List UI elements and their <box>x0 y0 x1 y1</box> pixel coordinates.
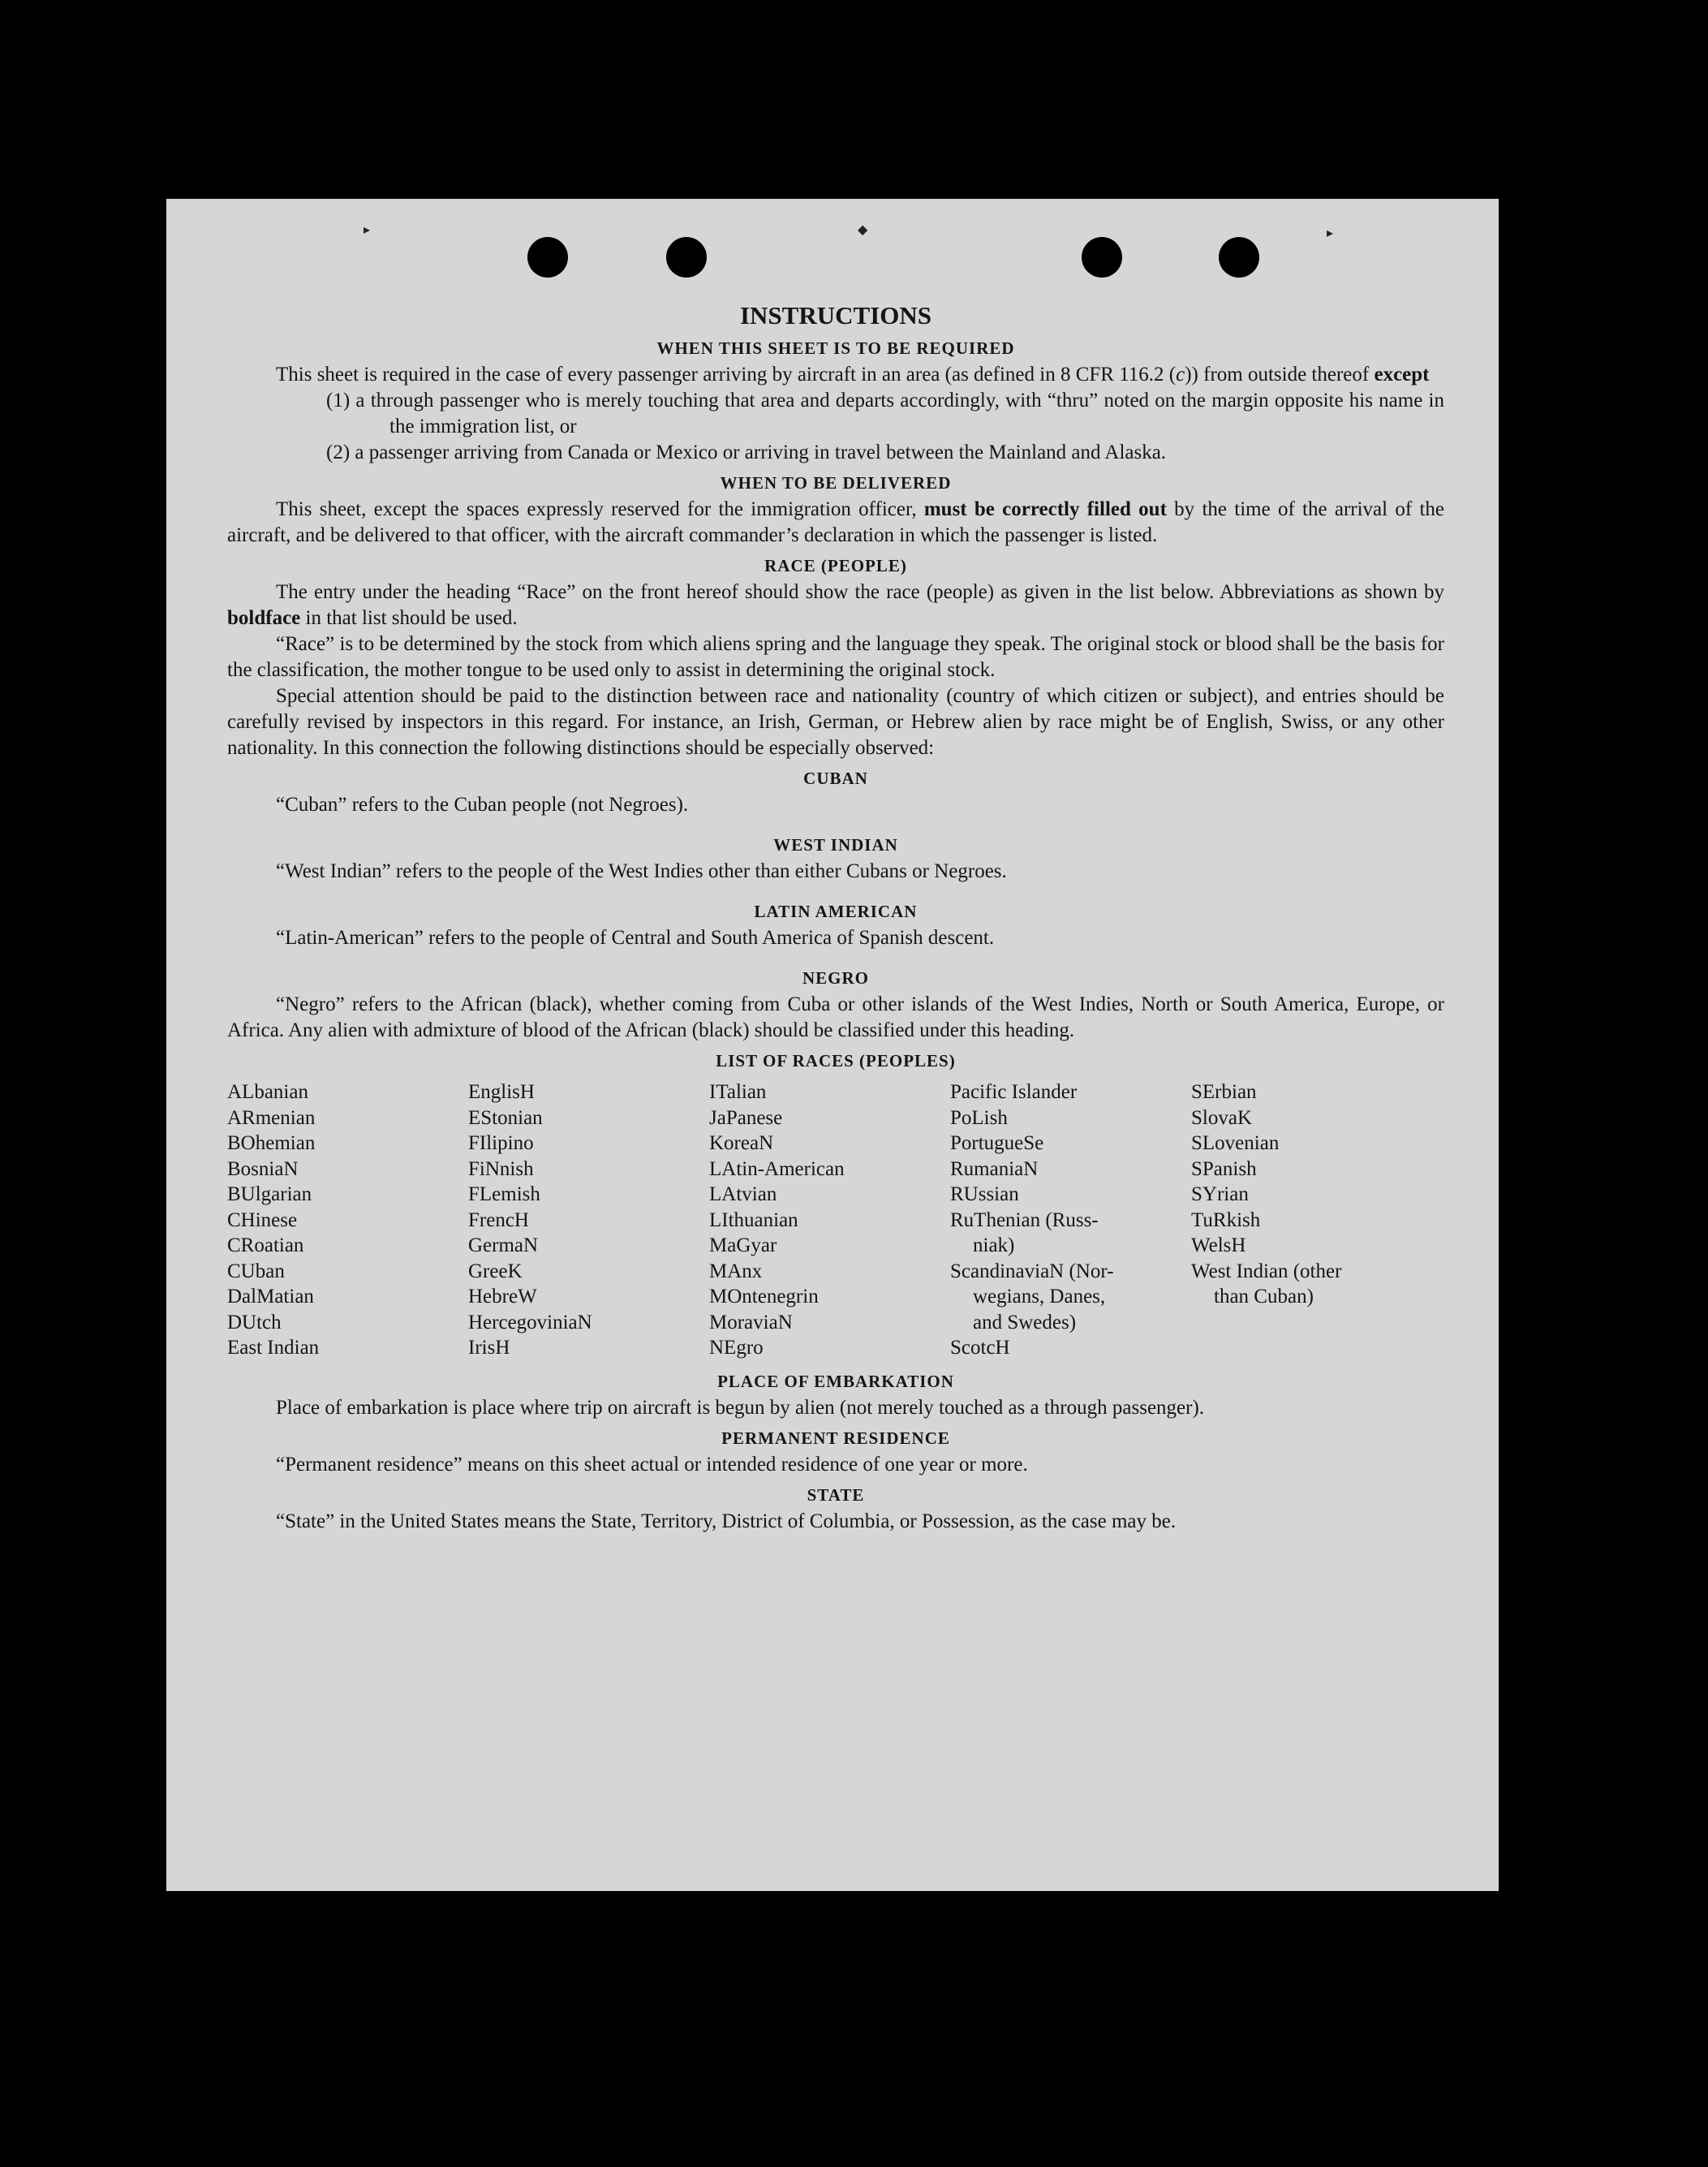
race-item-continued: wegians, Danes, <box>973 1286 1106 1308</box>
race-item: BUlgarian <box>227 1183 312 1205</box>
races-column-5 <box>1191 1079 1432 1361</box>
heading-west-indian: WEST INDIAN <box>773 835 898 855</box>
race-item: ScotcH <box>950 1337 1010 1359</box>
races-column-3 <box>709 1079 950 1361</box>
races-column-1 <box>227 1079 468 1361</box>
race-item: EStonian <box>468 1106 543 1129</box>
race-paragraph-2: “Race” is to be determined by the stock from which aliens spring and the language they speak. The original stock or blood shall be the basis for the classification, the mother tongue to be used only to assist in determining the original stock. <box>227 633 1444 681</box>
race-item: SErbian <box>1191 1081 1257 1103</box>
specks: ▸ <box>364 222 371 237</box>
specks: ◆ <box>858 222 868 237</box>
document-sheet <box>166 199 1499 1891</box>
race-item: GermaN <box>468 1234 539 1256</box>
race-p1-text-2: in that list should be used. <box>300 607 518 629</box>
race-item: MaGyar <box>709 1234 777 1256</box>
race-item: FiNnish <box>468 1157 534 1180</box>
heading-when-delivered: WHEN TO BE DELIVERED <box>720 473 952 493</box>
race-item: SLovenian <box>1191 1132 1280 1154</box>
race-item: HercegoviniaN <box>468 1311 592 1333</box>
required-intro-text: This sheet is required in the case of every passenger arriving by aircraft in an area (as defined in 8 CFR 116.2 ( <box>276 364 1177 386</box>
race-item: NEgro <box>709 1337 764 1359</box>
race-item: GreeK <box>468 1260 523 1282</box>
race-item: IrisH <box>468 1337 510 1359</box>
race-item: ALbanian <box>227 1081 308 1103</box>
heading-cuban: CUBAN <box>803 769 868 788</box>
race-item: RuThenian (Russ- <box>950 1208 1099 1231</box>
race-item: LIthuanian <box>709 1208 798 1231</box>
required-intro <box>227 362 1444 388</box>
race-paragraph-1 <box>227 579 1444 631</box>
race-item: MAnx <box>709 1260 763 1282</box>
permanent-residence-text: “Permanent residence” means on this sheet actual or intended residence of one year or more. <box>276 1453 1028 1476</box>
race-item: DUtch <box>227 1311 282 1333</box>
instructions-content <box>227 300 1444 1535</box>
negro-text: “Negro” refers to the African (black), whether coming from Cuba or other islands of the West Indies, North or South America, Europe, or Africa. Any alien with admixture of blood of the African (black) should be classified under this heading. <box>227 993 1444 1041</box>
race-p1-text: The entry under the heading “Race” on the front hereof should show the race (people) as given in the list below. Abbreviations as shown by <box>276 581 1444 603</box>
required-item-1: (1) a through passenger who is merely touching that area and departs accordingly, with “thru” noted on the margin opposite his name in the immigration list, or <box>326 390 1444 437</box>
races-list <box>227 1079 1444 1361</box>
race-item: JaPanese <box>709 1106 783 1129</box>
race-item: KoreaN <box>709 1132 774 1154</box>
race-item: DalMatian <box>227 1286 314 1308</box>
race-item-continued: than Cuban) <box>1214 1286 1314 1308</box>
latin-american-text: “Latin-American” refers to the people of Central and South America of Spanish descent. <box>276 927 995 949</box>
embarkation-text: Place of embarkation is place where trip on aircraft is begun by alien (not merely touched as a through passenger). <box>276 1396 1205 1419</box>
state-text: “State” in the United States means the State, Territory, District of Columbia, or Possession, as the case may be. <box>276 1510 1177 1532</box>
delivered-text-b: by the time of the arrival of the aircraft, and be delivered to that officer, with the aircraft commander’s declaration in which the passenger is listed. <box>227 498 1445 546</box>
race-item: ScandinaviaN (Nor- <box>950 1260 1114 1282</box>
race-item: RumaniaN <box>950 1157 1039 1180</box>
heading-negro: NEGRO <box>802 968 869 988</box>
race-item: FLemish <box>468 1183 540 1205</box>
punch-hole <box>527 237 568 278</box>
race-item-continued: and Swedes) <box>973 1311 1077 1333</box>
heading-permanent-residence: PERMANENT RESIDENCE <box>721 1428 950 1448</box>
punch-hole <box>666 237 707 278</box>
race-item: WelsH <box>1191 1234 1246 1256</box>
race-item: Pacific Islander <box>950 1081 1078 1103</box>
delivered-text-a: This sheet, except the spaces expressly reserved for the immigration officer, <box>276 498 924 520</box>
race-item: FrencH <box>468 1208 529 1231</box>
heading-when-required: WHEN THIS SHEET IS TO BE REQUIRED <box>656 338 1015 358</box>
race-item-continued: niak) <box>973 1234 1015 1256</box>
punch-hole <box>1219 237 1259 278</box>
race-p1-bold: boldface <box>227 607 301 629</box>
race-paragraph-3: Special attention should be paid to the distinction between race and nationality (country of which citizen or subject), and entries should be carefully revised by inspectors in this regard. For instance, an Irish, German, or Hebrew alien by race might be of English, Swiss, or any other nationality. In this connection the following distinctions should be especially observed: <box>227 685 1444 759</box>
race-item: BOhemian <box>227 1132 316 1154</box>
required-item-2: (2) a passenger arriving from Canada or Mexico or arriving in travel between the Mainland and Alaska. <box>326 442 1167 463</box>
race-item: EnglisH <box>468 1081 535 1103</box>
race-item: ITalian <box>709 1081 767 1103</box>
delivered-text <box>227 497 1444 549</box>
race-item: HebreW <box>468 1286 537 1308</box>
race-item: PoLish <box>950 1106 1008 1129</box>
race-item: LAtin-American <box>709 1157 845 1180</box>
race-item: CUban <box>227 1260 285 1282</box>
delivered-text-bold: must be correctly filled out <box>923 498 1167 520</box>
heading-latin-american: LATIN AMERICAN <box>754 902 918 921</box>
race-item: SYrian <box>1191 1183 1249 1205</box>
heading-embarkation: PLACE OF EMBARKATION <box>717 1371 954 1391</box>
specks: ▸ <box>1327 225 1334 240</box>
race-item: BosniaN <box>227 1157 299 1180</box>
page-title: INSTRUCTIONS <box>739 301 931 330</box>
races-column-4 <box>950 1079 1191 1361</box>
race-item: SlovaK <box>1191 1106 1252 1129</box>
punch-hole <box>1082 237 1122 278</box>
race-item: PortugueSe <box>950 1132 1044 1154</box>
west-indian-text: “West Indian” refers to the people of the West Indies other than either Cubans or Negroes. <box>276 860 1007 882</box>
race-item: CHinese <box>227 1208 298 1231</box>
required-intro-except: except <box>1374 364 1430 386</box>
heading-race: RACE (PEOPLE) <box>764 556 907 575</box>
race-item: MOntenegrin <box>709 1286 819 1308</box>
race-item: LAtvian <box>709 1183 777 1205</box>
heading-state: STATE <box>807 1484 865 1505</box>
race-item: FIlipino <box>468 1132 534 1154</box>
required-intro-italic: c <box>1176 364 1185 386</box>
race-item: SPanish <box>1191 1157 1257 1180</box>
race-item: East Indian <box>227 1337 320 1359</box>
cuban-text: “Cuban” refers to the Cuban people (not Negroes). <box>276 794 689 816</box>
required-intro-text-2: )) from outside thereof <box>1185 364 1375 386</box>
race-item: MoraviaN <box>709 1311 793 1333</box>
race-item: RUssian <box>950 1183 1019 1205</box>
race-item: ARmenian <box>227 1106 316 1129</box>
race-item: TuRkish <box>1191 1208 1261 1231</box>
races-column-2 <box>468 1079 709 1361</box>
race-item: West Indian (other <box>1191 1260 1342 1282</box>
heading-list-of-races: LIST OF RACES (PEOPLES) <box>716 1051 956 1071</box>
race-item: CRoatian <box>227 1234 304 1256</box>
